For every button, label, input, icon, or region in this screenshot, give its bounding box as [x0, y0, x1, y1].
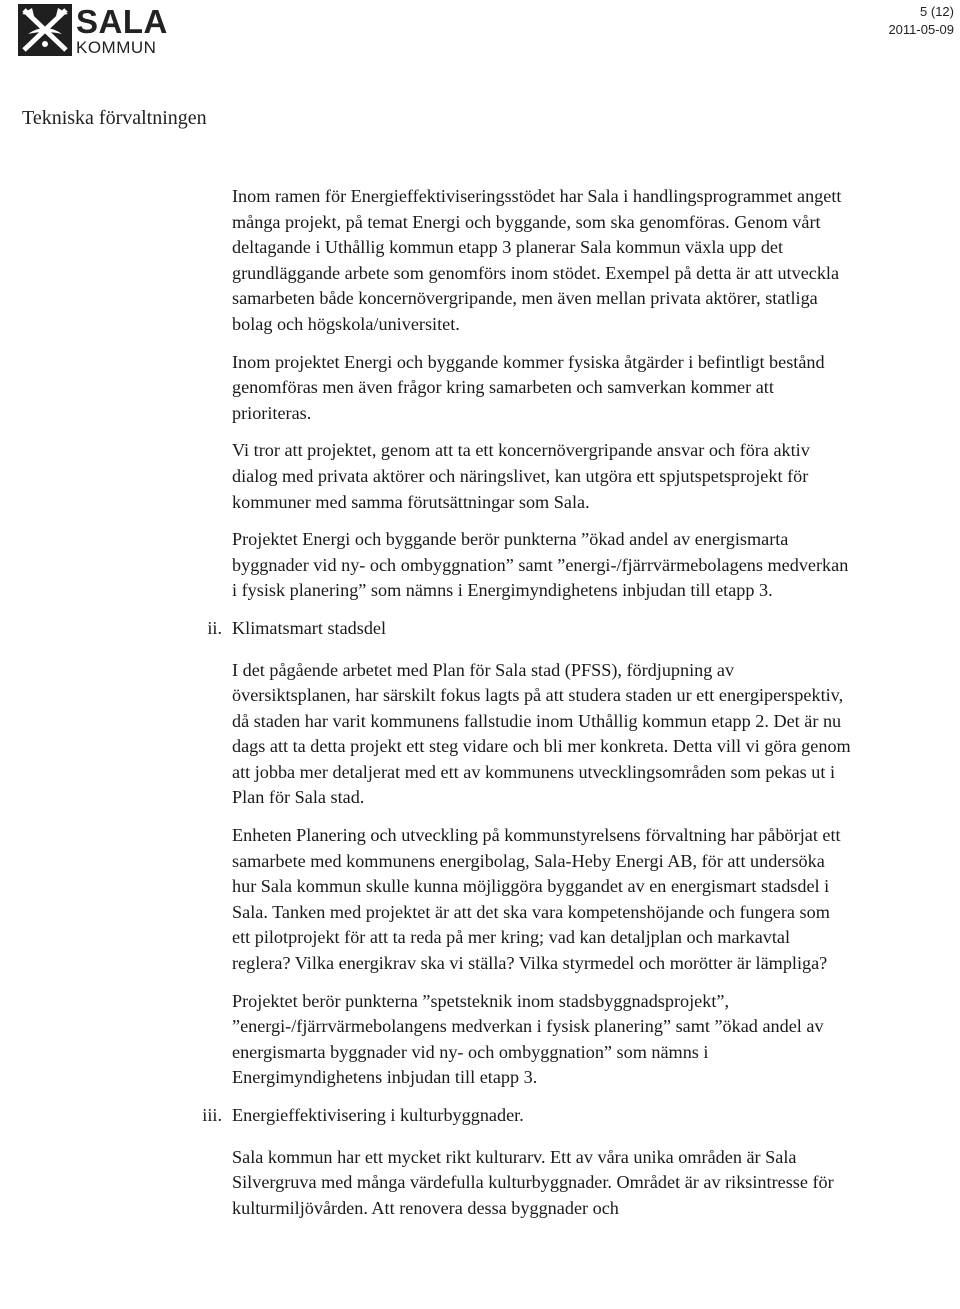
page-meta [888, 3, 954, 39]
paragraph: Inom ramen för Energieffektiviseringsstödet har Sala i handlingsprogrammet angett många projekt, på temat Energi och byggande, som ska genomföras. Genom vårt deltagande i Uthållig kommun etapp 3 planerar Sala kommun växla upp det grundläggande arbete som genomförs inom stödet. Exempel på detta är att utveckla samarbeten både koncernövergripande, men även mellan privata aktörer, statliga bolag och högskola/universitet. [232, 186, 842, 334]
department-name: Tekniska förvaltningen [22, 107, 207, 129]
logo-subtitle: KOMMUN [76, 37, 157, 57]
document-body [202, 184, 852, 1233]
list-item-title: Energieffektivisering i kulturbyggnader. [232, 1105, 524, 1125]
paragraph: Vi tror att projektet, genom att ta ett koncernövergripande ansvar och föra aktiv dialog med privata aktörer och näringslivet, kan utgöra ett spjutspetsprojekt för kommuner med samma förutsättningar som Sala. [232, 440, 810, 512]
page-number: 5 (12) [920, 4, 954, 19]
logo-wordmark [76, 2, 168, 57]
paragraph: Projektet berör punkterna ”spetsteknik inom stadsbyggnadsprojekt”, ”energi-/fjärrvärmebolangens medverkan i fysisk planering” samt ”ökad andel av energismarta byggnader vid ny- och ombyggnation” som nämns i Energimyndighetens inbjudan till etapp 3. [232, 990, 824, 1088]
logo-name: SALA [76, 2, 168, 40]
list-item-title: Klimatsmart stadsdel [232, 617, 387, 638]
list-item-heading [202, 1103, 852, 1129]
list-item-number: iii. [202, 1105, 222, 1125]
paragraph: Sala kommun har ett mycket rikt kulturarv. Ett av våra unika områden är Sala Silvergruva med många värdefulla kulturbyggnader. Området är av riksintresse för kulturmiljövården. Att renovera dessa byggnader och [232, 1146, 834, 1218]
municipality-logo [18, 4, 168, 56]
document-date: 2011-05-09 [888, 22, 954, 37]
list-item-heading [207, 616, 852, 642]
paragraph: Enheten Planering och utveckling på kommunstyrelsens förvaltning har påbörjat ett samarbete med kommunens energibolag, Sala-Heby Energi AB, för att undersöka hur Sala kommun skulle kunna möjliggöra byggandet av en energismart stadsdel i Sala. Tanken med projektet är att det ska vara kompetenshöjande och fungera som ett pilotprojekt för att ta reda på mer kring; vad kan detaljplan och markavtal reglera? Vilka energikrav ska vi ställa? Vilka styrmedel och morötter är lämpliga? [232, 825, 841, 974]
list-item-number: ii. [207, 617, 222, 638]
paragraph: Projektet Energi och byggande berör punkterna ”ökad andel av energismarta byggnader vid ny- och ombyggnation” samt ”energi-/fjärrvärmebolagens medverkan i fysisk planering” som nämns i Energimyndighetens inbjudan till etapp 3. [232, 529, 849, 601]
coat-of-arms-icon [18, 4, 72, 56]
paragraph: Inom projektet Energi och byggande kommer fysiska åtgärder i befintligt bestånd genomföras men även frågor kring samarbeten och samverkan kommer att prioriteras. [232, 351, 825, 423]
paragraph: I det pågående arbetet med Plan för Sala stad (PFSS), fördjupning av översiktsplanen, har särskilt fokus lagts på att studera staden ur ett energiperspektiv, då staden har varit kommunens fallstudie inom Uthållig kommun etapp 2. Det är nu dags att ta detta projekt ett steg vidare och bli mer konkreta. Detta vill vi göra genom att jobba mer detaljerat med ett av kommunens utvecklingsområden som pekas ut i Plan för Sala stad. [232, 659, 851, 808]
